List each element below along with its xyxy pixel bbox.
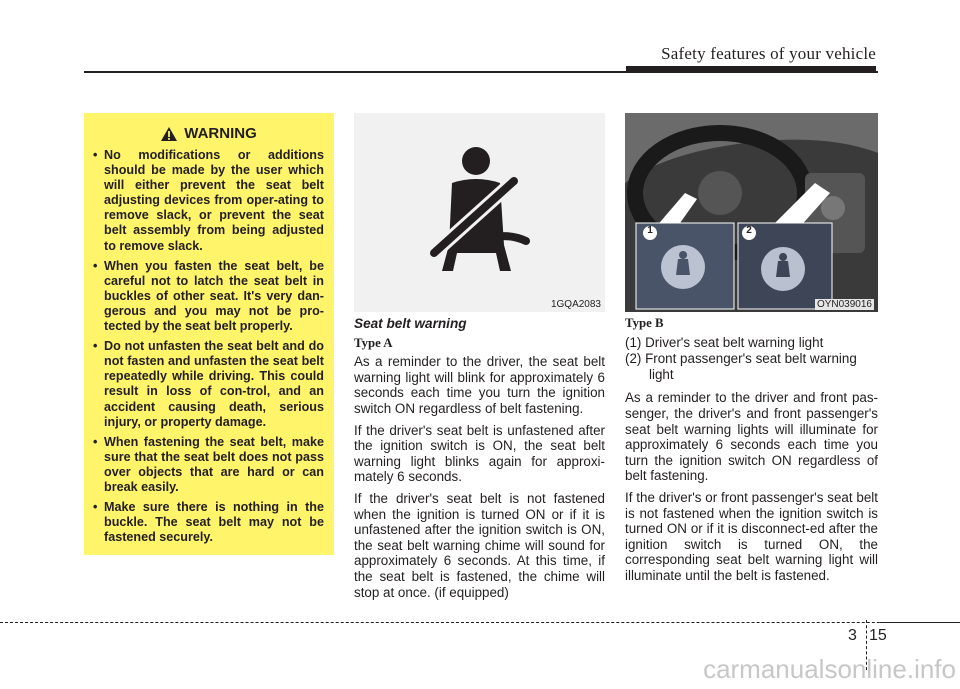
column-type-b: [625, 316, 878, 590]
marker-1: 1: [647, 225, 653, 236]
warning-item: • When fastening the seat belt, make sure that the seat belt does not pass over objects that are hard or can break easily.: [93, 434, 324, 494]
warning-triangle-icon: [160, 126, 178, 142]
warning-item: • No modifications or additions should be made by the user which will either prevent the seat belt adjusting devices from oper-ating to remove slack, or prevent the seat belt assembly from being adjusted to remove slack.: [93, 148, 324, 253]
paragraph: As a reminder to the driver, the seat belt warning light will blink for approximately 6 seconds each time you turn the ignition switch ON regardless of belt fastening.: [354, 354, 605, 416]
page-number: 15: [869, 627, 887, 644]
warning-item: • Make sure there is nothing in the buckle. The seat belt may not be fastened securely.: [93, 500, 324, 545]
numbered-list: [625, 335, 878, 383]
figure-caption: OYN039016: [816, 299, 872, 310]
list-item: (2) Front passenger's seat belt warning light: [625, 351, 857, 382]
warning-title: [93, 125, 324, 142]
page-chapter: 3: [848, 627, 857, 644]
header-bar: [626, 66, 876, 73]
footer-rule-right: [880, 622, 960, 623]
dashboard-illustration: [625, 113, 878, 312]
type-label: Type B: [625, 316, 664, 330]
footer-rule: [0, 622, 960, 623]
seat-belt-icon: [354, 113, 605, 312]
warning-box: [84, 113, 334, 555]
paragraph: As a reminder to the driver and front pas-senger, the driver's and front passenger's seat belt warning lights will illuminate for approximately 6 seconds each time you turn the ignition switch ON regardless of belt fastening.: [625, 390, 878, 484]
header-title: Safety features of your vehicle: [661, 44, 876, 63]
warning-title-text: WARNING: [184, 125, 257, 142]
figure-seat-belt-icon: [354, 113, 605, 312]
section-subhead: Seat belt warning: [354, 316, 467, 331]
warning-item: • Do not unfasten the seat belt and do not fasten and unfasten the seat belt repeatedly while driving. This could result in loss of con-trol, and an accident causing death, serious injury, or property damage.: [93, 339, 324, 429]
figure-dashboard: [625, 113, 878, 312]
warning-list: [93, 148, 324, 545]
marker-2: 2: [746, 225, 752, 236]
watermark: carmanualsonline.info: [703, 654, 956, 684]
paragraph: If the driver's or front passenger's seat belt is not fastened when the ignition switch is turned ON or if it is disconnect-ed after the ignition switch is turned ON, the corresponding seat belt warning light will illuminate until the belt is fastened.: [625, 489, 878, 583]
type-label: Type A: [354, 335, 393, 350]
warning-item: • When you fasten the seat belt, be careful not to latch the seat belt in buckles of other seat. It's very dan-gerous and you may not be pro-tected by the seat belt properly.: [93, 258, 324, 334]
list-item: (1) Driver's seat belt warning light: [625, 334, 824, 350]
paragraph: If the driver's seat belt is unfastened after the ignition switch is ON, the seat belt warning light blinks again for approxi-mately 6 seconds.: [354, 422, 605, 485]
figure-caption: 1GQA2083: [550, 299, 601, 310]
column-type-a: [354, 316, 605, 606]
paragraph: If the driver's seat belt is not fastened when the ignition is turned ON or if it is unfastened after the ignition switch is ON, the seat belt warning chime will sound for approximately 6 seconds. At this time, if the seat belt is fastened, the chime will stop at once. (if equipped): [354, 490, 605, 600]
